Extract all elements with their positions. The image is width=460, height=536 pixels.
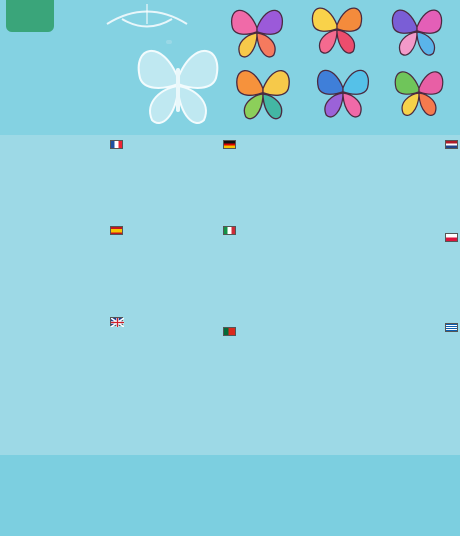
flag-de-icon: [223, 140, 236, 149]
text-en: [6, 330, 224, 333]
instructions-panel: [0, 135, 460, 455]
butterfly-pink: [220, 2, 294, 64]
paint-pens: [8, 50, 132, 135]
butterfly-orange: [228, 62, 298, 126]
flag-pl-icon: [445, 233, 458, 242]
flag-it-icon: [223, 226, 236, 235]
flag-en-icon: [110, 317, 123, 326]
count-badge: [166, 40, 172, 44]
flag-gr-icon: [445, 323, 458, 332]
butterfly-yellow: [300, 0, 374, 60]
flag-pt-icon: [223, 327, 236, 336]
flag-es-icon: [110, 226, 123, 235]
flag-fr-icon: [110, 140, 123, 149]
butterfly-blue: [306, 62, 380, 124]
butterfly-green: [384, 64, 454, 122]
butterfly-purple: [380, 2, 454, 62]
transparent-butterfly-model: [132, 38, 224, 134]
flag-nl-icon: [445, 140, 458, 149]
brand-logo: [6, 0, 54, 32]
